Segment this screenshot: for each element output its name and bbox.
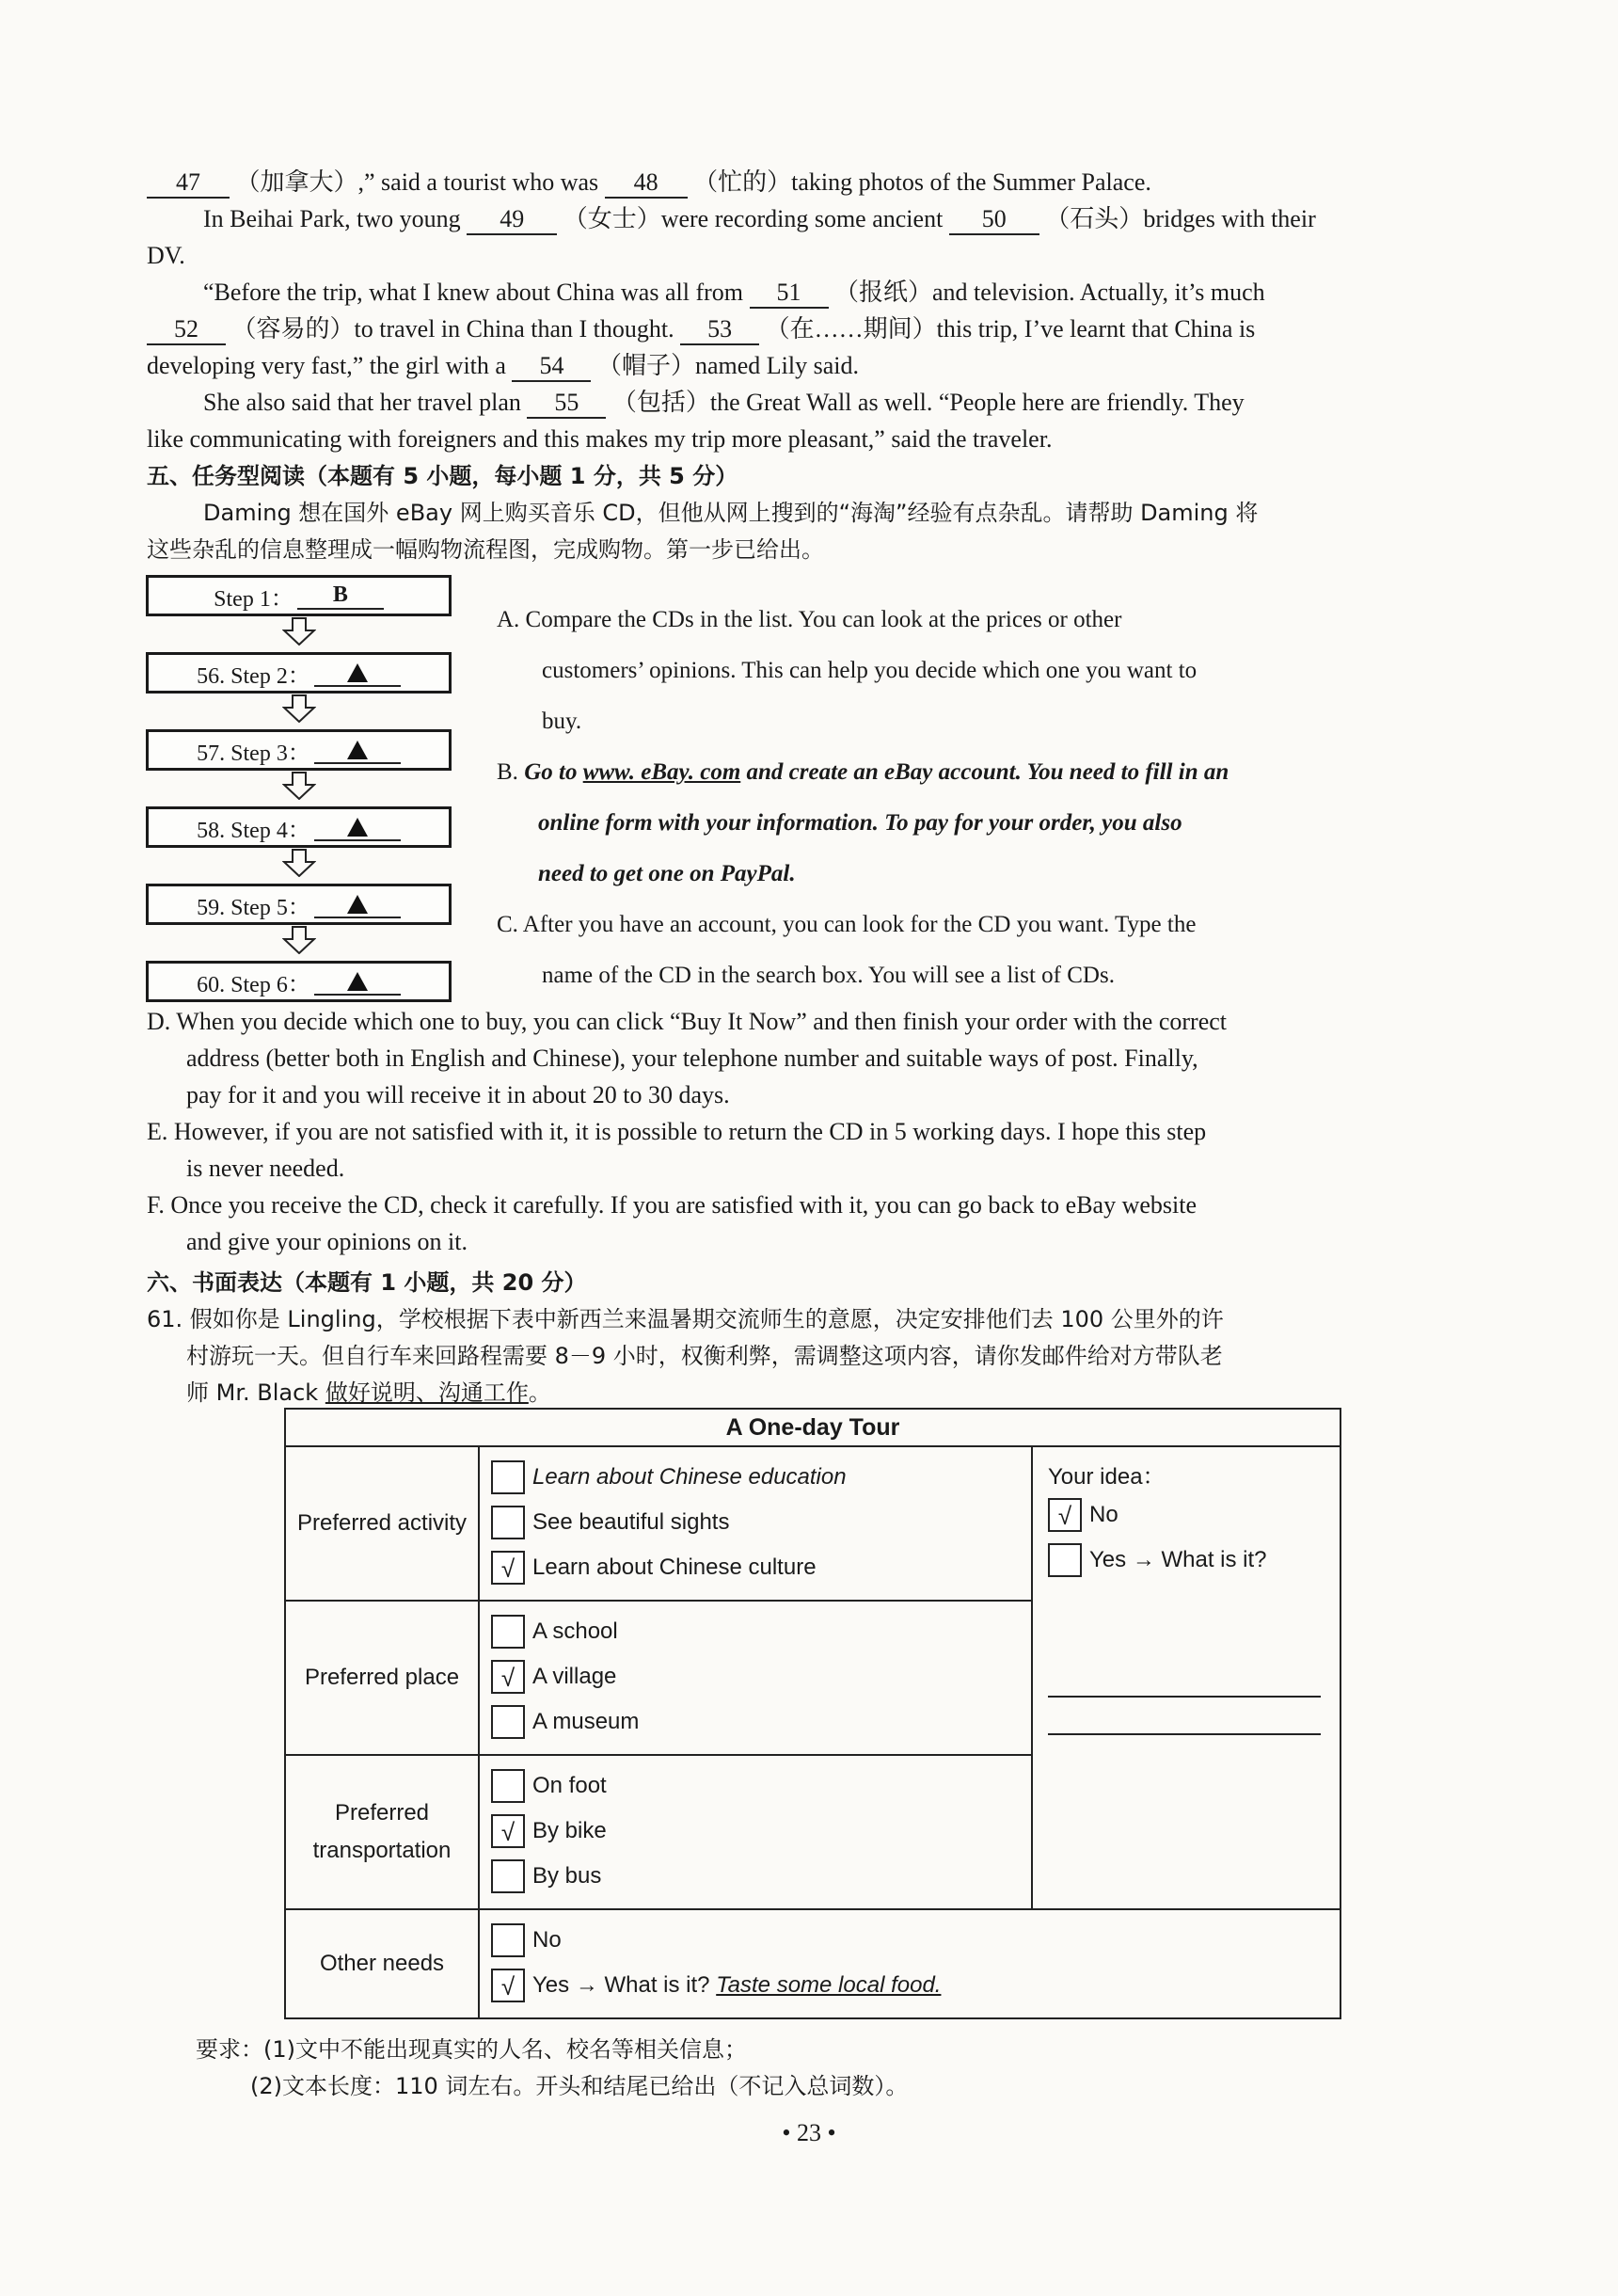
- checkbox-foot[interactable]: [491, 1769, 525, 1803]
- option-a-line-1: A. Compare the CDs in the list. You can look at the prices or other: [497, 607, 1122, 632]
- checkbox-culture[interactable]: √: [491, 1551, 525, 1585]
- down-arrow-icon: [282, 694, 316, 723]
- table-title: A One-day Tour: [285, 1409, 1340, 1446]
- step-1-answer: B: [297, 582, 384, 610]
- other-needs-label: Other needs: [285, 1909, 479, 2018]
- checkbox-idea-yes[interactable]: [1048, 1543, 1082, 1577]
- triangle-icon: [347, 741, 368, 759]
- down-arrow-icon: [282, 617, 316, 646]
- blank-52: 52: [147, 315, 226, 345]
- option-c-line-1: C. After you have an account, you can look for the CD you want. Type the: [497, 912, 1197, 937]
- option-a-line-2: customers’ opinions. This can help you decide which one you want to: [542, 658, 1198, 683]
- checkbox-bike[interactable]: √: [491, 1814, 525, 1848]
- section5-intro-1: Daming 想在国外 eBay 网上购买音乐 CD，但他从网上搜到的“海淘”经验有点杂乱。请帮助 Daming 将: [203, 500, 1259, 526]
- flow-step-3: 57. Step 3：: [146, 729, 452, 771]
- passage-line-8: like communicating with foreigners and this makes my trip more pleasant,” said the traveler.: [147, 425, 1053, 453]
- step-3-slot[interactable]: [314, 737, 401, 764]
- checkbox-museum[interactable]: [491, 1705, 525, 1739]
- checkbox-education[interactable]: [491, 1460, 525, 1494]
- triangle-icon: [347, 895, 368, 914]
- passage-line-4: “Before the trip, what I knew about China was all from 51 （报纸）and television. Actually, it’s much: [203, 274, 1265, 311]
- your-idea-cell: Your idea： √ No Yes → What is it?: [1032, 1446, 1340, 1909]
- option-f-line-2: and give your opinions on it.: [186, 1228, 468, 1255]
- blank-49: 49: [467, 205, 557, 235]
- blank-50: 50: [949, 205, 1039, 235]
- section5-heading: 五、任务型阅读（本题有 5 小题，每小题 1 分，共 5 分）: [147, 463, 738, 489]
- option-d-line-3: pay for it and you will receive it in about 20 to 30 days.: [186, 1081, 730, 1108]
- passage-line-3: DV.: [147, 242, 185, 269]
- checkbox-school[interactable]: [491, 1615, 525, 1649]
- step-4-slot[interactable]: [314, 814, 401, 841]
- down-arrow-icon: [282, 849, 316, 877]
- blank-54: 54: [512, 352, 591, 382]
- question-61-line-3: 师 Mr. Black 做好说明、沟通工作。: [186, 1379, 551, 1406]
- idea-answer-line-2[interactable]: [1048, 1733, 1321, 1735]
- checkbox-other-yes[interactable]: √: [491, 1969, 525, 2002]
- step-6-slot[interactable]: [314, 968, 401, 996]
- flow-step-1: Step 1： B: [146, 575, 452, 616]
- blank-55: 55: [527, 389, 606, 419]
- blank-51: 51: [750, 279, 829, 309]
- page-number: • 23 •: [782, 2119, 836, 2146]
- option-d-line-1: D. When you decide which one to buy, you can click “Buy It Now” and then finish your order with the correct: [147, 1008, 1227, 1035]
- requirement-2: (2)文本长度：110 词左右。开头和结尾已给出（不记入总词数）。: [250, 2073, 909, 2099]
- down-arrow-icon: [282, 772, 316, 800]
- section6-heading: 六、书面表达（本题有 1 小题，共 20 分）: [147, 1269, 587, 1296]
- option-a-line-3: buy.: [542, 709, 582, 734]
- other-needs-options: No √ Yes → What is it? Taste some local food.: [479, 1909, 1340, 2018]
- idea-answer-line-1[interactable]: [1048, 1696, 1321, 1698]
- checkbox-other-no[interactable]: [491, 1923, 525, 1957]
- triangle-icon: [347, 663, 368, 682]
- option-d-line-2: address (better both in English and Chinese), your telephone number and suitable ways of post. Finally,: [186, 1044, 1198, 1072]
- checkbox-village[interactable]: √: [491, 1660, 525, 1694]
- place-label: Preferred place: [285, 1601, 479, 1755]
- passage-line-6: developing very fast,” the girl with a 54 （帽子）named Lily said.: [147, 347, 859, 385]
- option-e-line-1: E. However, if you are not satisfied with it, it is possible to return the CD in 5 working days. I hope this step: [147, 1118, 1207, 1145]
- option-b-line-3: need to get one on PayPal.: [538, 861, 796, 886]
- question-61-line-1: 61. 假如你是 Lingling，学校根据下表中新西兰来温暑期交流师生的意愿，决定安排他们去 100 公里外的许: [147, 1306, 1224, 1332]
- activity-options: Learn about Chinese education See beautiful sights √ Learn about Chinese culture: [479, 1446, 1032, 1601]
- blank-53: 53: [680, 315, 759, 345]
- flow-step-6: 60. Step 6：: [146, 961, 452, 1002]
- step-2-slot[interactable]: [314, 660, 401, 687]
- ebay-link: www. eBay. com: [582, 759, 741, 785]
- flow-step-2: 56. Step 2：: [146, 652, 452, 694]
- question-61-line-2: 村游玩一天。但自行车来回路程需要 8－9 小时，权衡利弊，需调整这项内容，请你发邮件给对方带队老: [186, 1343, 1223, 1369]
- section5-intro-2: 这些杂乱的信息整理成一幅购物流程图，完成购物。第一步已给出。: [147, 536, 824, 563]
- passage-line-7: She also said that her travel plan 55 （包括）the Great Wall as well. “People here are friendly. They: [203, 384, 1245, 422]
- activity-label: Preferred activity: [285, 1446, 479, 1601]
- triangle-icon: [347, 972, 368, 991]
- other-needs-answer: Taste some local food.: [716, 1972, 942, 1998]
- one-day-tour-table: [284, 1408, 1341, 2019]
- place-options: A school √ A village A museum: [479, 1601, 1032, 1755]
- flow-step-4: 58. Step 4：: [146, 806, 452, 848]
- step-5-slot[interactable]: [314, 891, 401, 918]
- passage-line-5: 52 （容易的）to travel in China than I thought. 53 （在……期间）this trip, I’ve learnt that China is: [147, 311, 1255, 348]
- passage-line-2: In Beihai Park, two young 49 （女士）were recording some ancient 50 （石头）bridges with their: [203, 200, 1316, 238]
- blank-48: 48: [605, 168, 688, 199]
- passage-line-1: 47 （加拿大）,” said a tourist who was 48 （忙的）taking photos of the Summer Palace.: [147, 164, 1151, 201]
- checkbox-sights[interactable]: [491, 1506, 525, 1539]
- checkbox-bus[interactable]: [491, 1859, 525, 1893]
- option-f-line-1: F. Once you receive the CD, check it carefully. If you are satisfied with it, you can go back to eBay website: [147, 1191, 1198, 1219]
- option-e-line-2: is never needed.: [186, 1155, 345, 1182]
- requirement-1: 要求：(1)文中不能出现真实的人名、校名等相关信息；: [196, 2036, 747, 2063]
- option-b-line-2: online form with your information. To pay for your order, you also: [538, 810, 1182, 836]
- flow-step-5: 59. Step 5：: [146, 884, 452, 925]
- checkbox-idea-no[interactable]: √: [1048, 1498, 1082, 1532]
- triangle-icon: [347, 818, 368, 837]
- blank-47: 47: [147, 168, 230, 199]
- transport-label: Preferred transportation: [285, 1755, 479, 1909]
- option-c-line-2: name of the CD in the search box. You will see a list of CDs.: [542, 963, 1115, 988]
- option-b-line-1: B. Go to www. eBay. com and create an eBay account. You need to fill in an: [497, 759, 1229, 785]
- transport-options: On foot √ By bike By bus: [479, 1755, 1032, 1909]
- down-arrow-icon: [282, 926, 316, 954]
